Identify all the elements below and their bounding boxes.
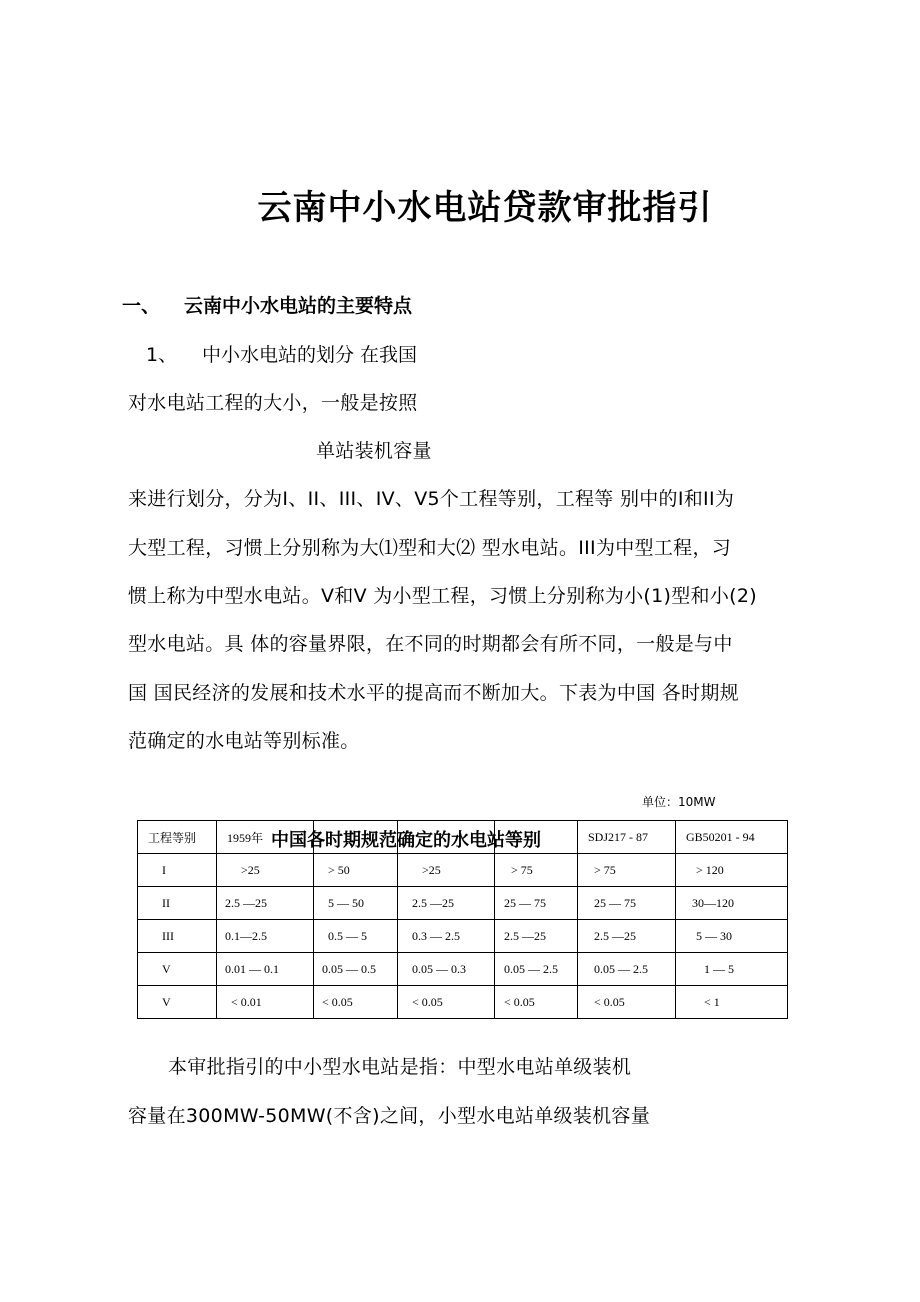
table-cell: 0.05 — 2.5 [495, 953, 578, 986]
table-cell: > 75 [578, 854, 676, 887]
table-title: 中国各时期规范确定的水电站等别 [271, 830, 541, 851]
table-row [138, 887, 788, 920]
header-cell: GB50201 - 94 [676, 821, 788, 854]
table-cell: 1 — 5 [676, 953, 788, 986]
table-cell: 2.5 —25 [578, 920, 676, 953]
table-cell: > 50 [314, 854, 398, 887]
table-cell: V [138, 953, 217, 986]
table-cell: < 0.05 [398, 986, 495, 1019]
paragraph-line: 国 国民经济的发展和技术水平的提高而不断加大。下表为中国 各时期规 [128, 682, 739, 704]
table-cell: 0.05 — 0.3 [398, 953, 495, 986]
table-cell: > 120 [676, 854, 788, 887]
paragraph-line: 本审批指引的中小型水电站是指：中型水电站单级装机 [168, 1056, 632, 1078]
paragraph-line: 大型工程，习惯上分别称为大⑴型和大⑵ 型水电站。III为中型工程，习 [128, 537, 732, 559]
header-cell: SDJ217 - 87 [578, 821, 676, 854]
header-cell: 1959年 [217, 821, 314, 854]
subsection-number: 1、 [146, 344, 178, 366]
table-cell: 25 — 75 [578, 887, 676, 920]
paragraph-line: 范确定的水电站等别标准。 [128, 730, 360, 752]
table-cell: 0.1—2.5 [217, 920, 314, 953]
table-cell: 0.5 — 5 [314, 920, 398, 953]
table-cell: 5 — 30 [676, 920, 788, 953]
table-unit-label: 单位：10MW [642, 795, 716, 809]
table-cell: < 0.05 [314, 986, 398, 1019]
paragraph-line: 型水电站。具 体的容量界限，在不同的时期都会有所不同，一般是与中 [128, 633, 733, 655]
table-cell: 0.01 — 0.1 [217, 953, 314, 986]
subsection-heading-text: 中小水电站的划分 在我国 [202, 344, 418, 366]
table-cell: 2.5 —25 [398, 887, 495, 920]
subsection-heading [146, 340, 417, 367]
table-cell: < 0.01 [217, 986, 314, 1019]
section-heading-text: 云南中小水电站的主要特点 [184, 295, 413, 317]
table-cell: >25 [217, 854, 314, 887]
table-cell: V [138, 986, 217, 1019]
table-row [138, 920, 788, 953]
table-cell: < 0.05 [495, 986, 578, 1019]
table-cell: > 75 [495, 854, 578, 887]
table-cell: 25 — 75 [495, 887, 578, 920]
paragraph-line: 来进行划分，分为I、II、III、IV、V5个工程等别，工程等 别中的I和II为 [128, 488, 735, 510]
table-cell: III [138, 920, 217, 953]
table-cell: I [138, 854, 217, 887]
section-number: 一、 [122, 295, 161, 317]
table-cell: 5 — 50 [314, 887, 398, 920]
table-cell: < 0.05 [578, 986, 676, 1019]
paragraph-line: 对水电站工程的大小，一般是按照 [128, 392, 418, 414]
paragraph-line: 惯上称为中型水电站。V和V 为小型工程，习惯上分别称为小(1)型和小(2) [128, 585, 757, 607]
table-row [138, 986, 788, 1019]
paragraph-line: 容量在300MW-50MW(不含)之间，小型水电站单级装机容量 [128, 1105, 651, 1127]
table-cell: 2.5 —25 [495, 920, 578, 953]
header-cell: 工程等别 [138, 821, 217, 854]
document-title: 云南中小水电站贷款审批指引 [257, 188, 713, 228]
table-cell: 0.05 — 0.5 [314, 953, 398, 986]
table-row [138, 854, 788, 887]
table-cell: 0.05 — 2.5 [578, 953, 676, 986]
table-cell: II [138, 887, 217, 920]
table-cell: 0.3 — 2.5 [398, 920, 495, 953]
table-cell: < 1 [676, 986, 788, 1019]
table-row [138, 953, 788, 986]
section-heading [122, 291, 412, 318]
table-cell: 2.5 —25 [217, 887, 314, 920]
paragraph-line: 单站装机容量 [316, 440, 432, 462]
table-cell: >25 [398, 854, 495, 887]
table-cell: 30—120 [676, 887, 788, 920]
